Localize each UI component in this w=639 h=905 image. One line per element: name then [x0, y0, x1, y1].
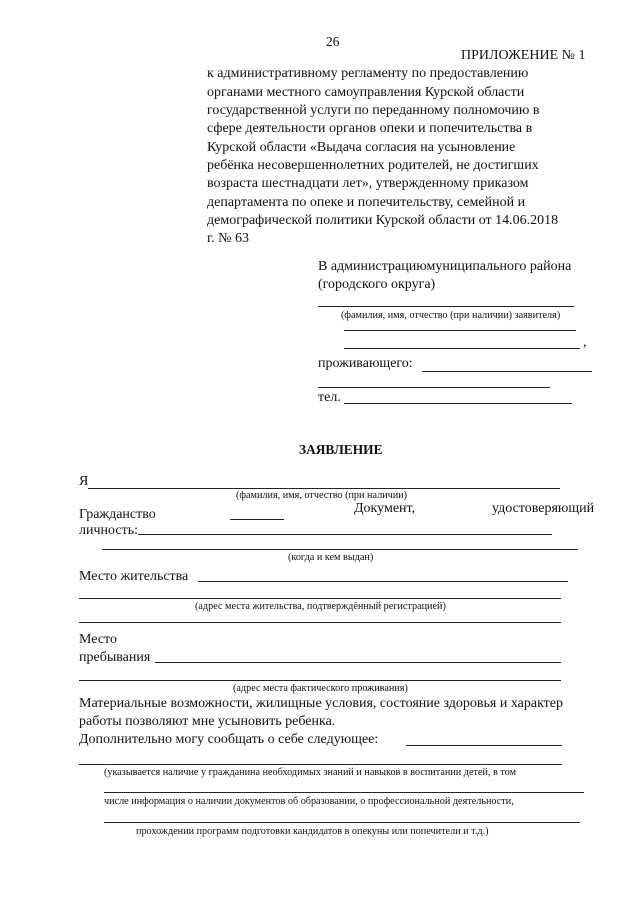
residence-line-1	[198, 581, 568, 582]
note-line-1: (указывается наличие у гражданина необходимых знаний и навыков в воспитании детей, в том	[104, 767, 517, 778]
addressee-line-2: (городского округа)	[318, 277, 436, 292]
i-label: Я	[79, 474, 89, 489]
identity-label: личность:	[79, 523, 138, 538]
residence-line-3	[79, 622, 561, 623]
residence-hint: (адрес места жительства, подтверждённый регистрацией)	[195, 601, 446, 612]
fio-hint: (фамилия, имя, отчество (при наличии)	[236, 490, 408, 501]
additional-label: Дополнительно могу сообщать о себе следующее:	[79, 732, 379, 747]
residing-line-2	[318, 387, 550, 388]
appendix-line: г. № 63	[207, 231, 250, 246]
appendix-title: ПРИЛОЖЕНИЕ № 1	[461, 48, 586, 63]
tel-label: тел.	[318, 390, 341, 405]
appendix-line: Курской области «Выдача согласия на усыновление	[207, 140, 516, 155]
appendix-line: органами местного самоуправления Курской области	[207, 85, 525, 100]
certifying-label: удостоверяющий	[492, 501, 595, 516]
additional-line-1	[406, 745, 562, 746]
note-line-2: числе информация о наличии документов об образовании, о профессиональной деятельности,	[104, 796, 514, 807]
identity-line-2	[102, 549, 578, 550]
residence-line-2	[79, 598, 561, 599]
appendix-line: сфере деятельности органов опеки и попечительства в	[207, 121, 533, 136]
appendix-line: к административному регламенту по предоставлению	[207, 66, 529, 81]
addressee-line-1: В администрациюмуниципального района	[318, 259, 572, 274]
comma: ,	[583, 335, 587, 350]
appendix-line: демографической политики Курской области от 14.06.2018	[207, 213, 559, 228]
applicant-fio-line	[318, 306, 574, 307]
stay-line-2	[79, 680, 561, 681]
identity-line-1	[138, 534, 552, 535]
issued-hint: (когда и кем выдан)	[288, 552, 374, 563]
additional-line-4	[104, 822, 580, 823]
stay-label-2: пребывания	[79, 650, 151, 665]
document-label: Документ,	[354, 501, 416, 516]
stay-line-1	[155, 662, 561, 663]
page-number: 26	[326, 34, 340, 49]
stay-hint: (адрес места фактического проживания)	[233, 683, 408, 694]
residing-label: проживающего:	[318, 356, 413, 371]
statement-title: ЗАЯВЛЕНИЕ	[299, 442, 383, 457]
fio-line	[88, 488, 560, 489]
tel-line	[344, 403, 572, 404]
residence-label: Место жительства	[79, 569, 189, 584]
appendix-line: ребёнка несовершеннолетних родителей, не достигших	[207, 158, 539, 173]
citizenship-label: Гражданство	[79, 507, 156, 522]
means-line-1: Материальные возможности, жилищные условия, состояние здоровья и характер	[79, 696, 564, 711]
note-line-3: прохождении программ подготовки кандидатов в опекуны или попечители и т.д.)	[136, 826, 489, 837]
additional-line-3	[104, 792, 584, 793]
appendix-line: департамента по опеке и попечительству, семейной и	[207, 195, 526, 210]
citizenship-line	[230, 519, 284, 520]
applicant-fio-line-3	[344, 348, 580, 349]
applicant-fio-hint: (фамилия, имя, отчество (при наличии) заявителя)	[341, 310, 561, 321]
appendix-line: возраста шестнадцати лет», утвержденному приказом	[207, 176, 529, 191]
residing-line-1	[422, 371, 592, 372]
stay-label-1: Место	[79, 632, 117, 647]
additional-line-2	[79, 764, 562, 765]
appendix-line: государственной услуги по переданному полномочию в	[207, 103, 540, 118]
applicant-fio-line-2	[344, 330, 576, 331]
means-line-2: работы позволяют мне усыновить ребенка.	[79, 714, 336, 729]
